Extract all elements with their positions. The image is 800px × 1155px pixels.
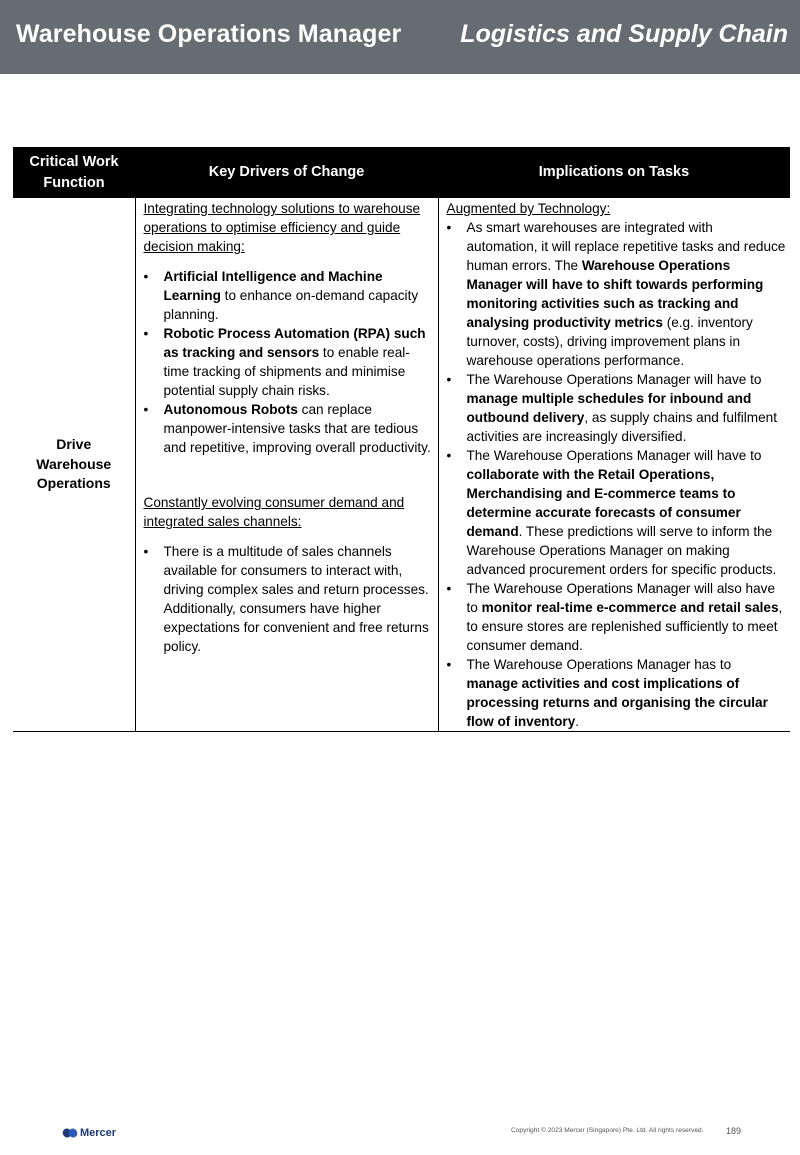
impl-text: . (575, 714, 580, 729)
impl-text: (e.g. inventory turnover, costs), driving improvement plans in warehouse operations performance. (466, 315, 753, 368)
driver-text: to enhance on-demand capacity planning. (163, 288, 419, 322)
driver-bold: Robotic Process Automation (RPA) such as tracking and sensors (163, 326, 426, 360)
drivers-intro-consumer: Constantly evolving consumer demand and integrated sales channels: (143, 495, 405, 529)
column-header-function: Critical Work Function (13, 147, 135, 198)
list-item (447, 218, 787, 370)
page-header (0, 0, 800, 74)
mercer-logo-icon (62, 1127, 78, 1139)
impl-bold: manage multiple schedules for inbound and outbound delivery (466, 391, 752, 425)
implications-cell (438, 198, 790, 732)
driver-text: can replace manpower-intensive tasks that are tedious and repetitive, improving overall productivity. (163, 402, 431, 455)
impl-text: As smart warehouses are integrated with automation, it will replace repetitive tasks and reduce human errors. The (466, 220, 786, 273)
sector-title: Logistics and Supply Chain (460, 20, 788, 48)
implications-list (447, 218, 787, 731)
list-item (144, 324, 432, 400)
table-header-row (13, 147, 790, 198)
impl-text: . These predictions will serve to inform the Warehouse Operations Manager on making advanced procurement orders for specific products. (466, 524, 777, 577)
impl-bold: collaborate with the Retail Operations, Merchandising and E-commerce teams to determine accurate forecasts of consumer demand (466, 467, 741, 539)
driver-bold: Autonomous Robots (163, 402, 298, 417)
page-number: 189 (726, 1126, 742, 1136)
impl-bold: monitor real-time e-commerce and retail sales (481, 600, 779, 615)
impl-text: The Warehouse Operations Manager will have to (466, 372, 762, 387)
impl-text: , as supply chains and fulfilment activities are increasingly diversified. (466, 410, 778, 444)
list-item: • There is a multitude of sales channels available for consumers to interact with, driving complex sales and return processes. Additionally, consumers have higher expectations for convenient and free returns policy. (144, 542, 432, 656)
impl-text: , to ensure stores are replenished sufficiently to meet consumer demand. (466, 600, 783, 653)
column-header-drivers: Key Drivers of Change (135, 147, 438, 198)
table-row (13, 198, 790, 732)
impl-text: The Warehouse Operations Manager will also have to (466, 581, 776, 615)
implications-intro: Augmented by Technology: (446, 201, 611, 216)
drivers-list-consumer (144, 542, 432, 656)
impl-bold: manage activities and cost implications of processing returns and organising the circular flow of inventory (466, 676, 768, 729)
impl-text: The Warehouse Operations Manager will have to (466, 448, 762, 463)
list-item (144, 267, 432, 324)
drivers-list-technology (144, 267, 432, 457)
column-header-implications: Implications on Tasks (438, 147, 790, 198)
drivers-cell (135, 198, 438, 732)
copyright-notice: Copyright © 2023 Mercer (Singapore) Pte. Ltd. All rights reserved. (511, 1127, 704, 1134)
driver-bold: Artificial Intelligence and Machine Learning (163, 269, 383, 303)
list-item (447, 579, 787, 655)
mercer-logo (62, 1127, 116, 1139)
list-item (447, 655, 787, 731)
list-item (447, 370, 787, 446)
list-item (447, 446, 787, 579)
mercer-logo-text: Mercer (80, 1127, 117, 1139)
page-title: Warehouse Operations Manager (16, 20, 402, 48)
drivers-intro-technology: Integrating technology solutions to warehouse operations to optimise efficiency and guide decision making: (143, 201, 421, 254)
impl-bold: Warehouse Operations Manager will have to shift towards performing monitoring activities such as tracking and analysing productivity metrics (466, 258, 764, 330)
driver-text: to enable real-time tracking of shipments and minimise potential supply chain risks. (163, 345, 410, 398)
list-item (144, 400, 432, 457)
impl-text: The Warehouse Operations Manager has to (466, 657, 732, 672)
cwf-table (13, 147, 790, 732)
critical-work-function: Drive Warehouse Operations (13, 198, 135, 732)
